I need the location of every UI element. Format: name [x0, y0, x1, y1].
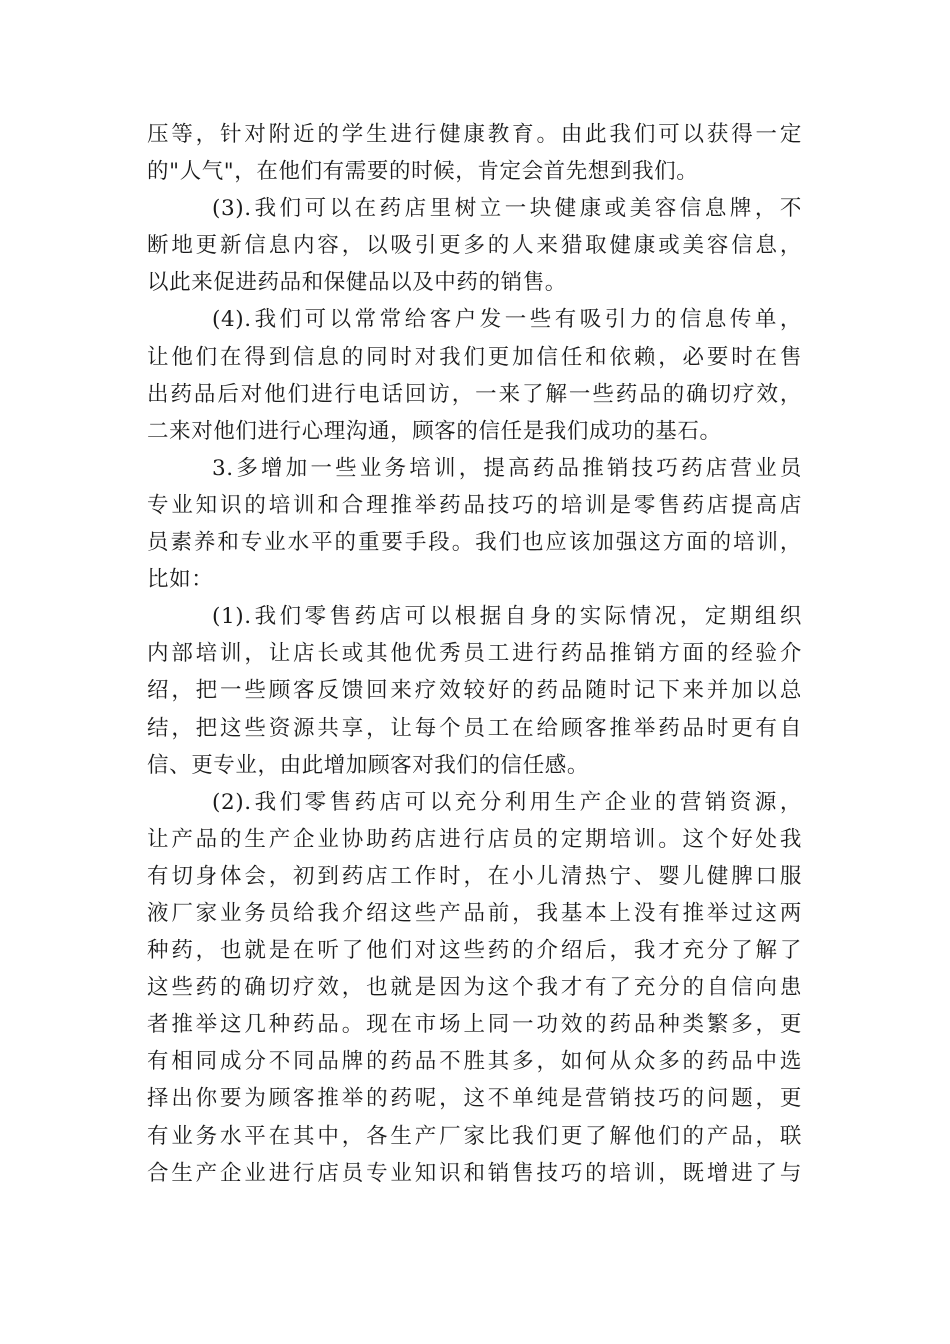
text-line: 让产品的生产企业协助药店进行店员的定期培训。这个好处我 — [147, 826, 802, 852]
text-line: 出药品后对他们进行电话回访，一来了解一些药品的确切疗效， — [147, 381, 802, 407]
text-line: 这些药的确切疗效，也就是因为这个我才有了充分的自信向患 — [147, 975, 802, 1001]
text-line: 内部培训，让店长或其他优秀员工进行药品推销方面的经验介 — [147, 641, 802, 667]
paragraph-start-line: (3).我们可以在药店里树立一块健康或美容信息牌，不 — [212, 196, 802, 222]
paragraph-start-line: (4).我们可以常常给客户发一些有吸引力的信息传单， — [212, 307, 802, 333]
text-line: 种药，也就是在听了他们对这些药的介绍后，我才充分了解了 — [147, 938, 802, 964]
text-line: 液厂家业务员给我介绍这些产品前，我基本上没有推举过这两 — [147, 900, 802, 926]
text-line: 者推举这几种药品。现在市场上同一功效的药品种类繁多，更 — [147, 1012, 802, 1038]
text-line: 员素养和专业水平的重要手段。我们也应该加强这方面的培训， — [147, 530, 802, 556]
text-line: 择出你要为顾客推举的药呢，这不单纯是营销技巧的问题，更 — [147, 1086, 802, 1112]
text-line: 以此来促进药品和保健品以及中药的销售。 — [147, 270, 567, 296]
text-line: 结，把这些资源共享，让每个员工在给顾客推举药品时更有自 — [147, 715, 802, 741]
text-line: 有切身体会，初到药店工作时，在小儿清热宁、婴儿健脾口服 — [147, 863, 802, 889]
text-line: 断地更新信息内容，以吸引更多的人来猎取健康或美容信息， — [147, 233, 802, 259]
text-line: 合生产企业进行店员专业知识和销售技巧的培训，既增进了与 — [147, 1160, 802, 1186]
paragraph-start-line: (2).我们零售药店可以充分利用生产企业的营销资源， — [212, 789, 802, 815]
text-line: 有业务水平在其中，各生产厂家比我们更了解他们的产品，联 — [147, 1123, 802, 1149]
text-line: 的"人气"，在他们有需要的时候，肯定会首先想到我们。 — [147, 159, 699, 185]
text-line: 绍，把一些顾客反馈回来疗效较好的药品随时记下来并加以总 — [147, 678, 802, 704]
text-line: 二来对他们进行心理沟通，顾客的信任是我们成功的基石。 — [147, 418, 722, 444]
text-line: 压等，针对附近的学生进行健康教育。由此我们可以获得一定 — [147, 122, 802, 147]
document-body — [147, 116, 802, 1192]
text-line: 比如： — [147, 567, 214, 593]
text-line: 让他们在得到信息的同时对我们更加信任和依赖，必要时在售 — [147, 344, 802, 370]
text-line: 信、更专业，由此增加顾客对我们的信任感。 — [147, 752, 590, 778]
text-line: 专业知识的培训和合理推举药品技巧的培训是零售药店提高店 — [147, 492, 802, 518]
text-line: 有相同成分不同品牌的药品不胜其多，如何从众多的药品中选 — [147, 1049, 802, 1075]
paragraph-start-line: (1).我们零售药店可以根据自身的实际情况，定期组织 — [212, 604, 802, 630]
section-heading-line: 3.多增加一些业务培训，提高药品推销技巧药店营业员 — [212, 455, 802, 481]
